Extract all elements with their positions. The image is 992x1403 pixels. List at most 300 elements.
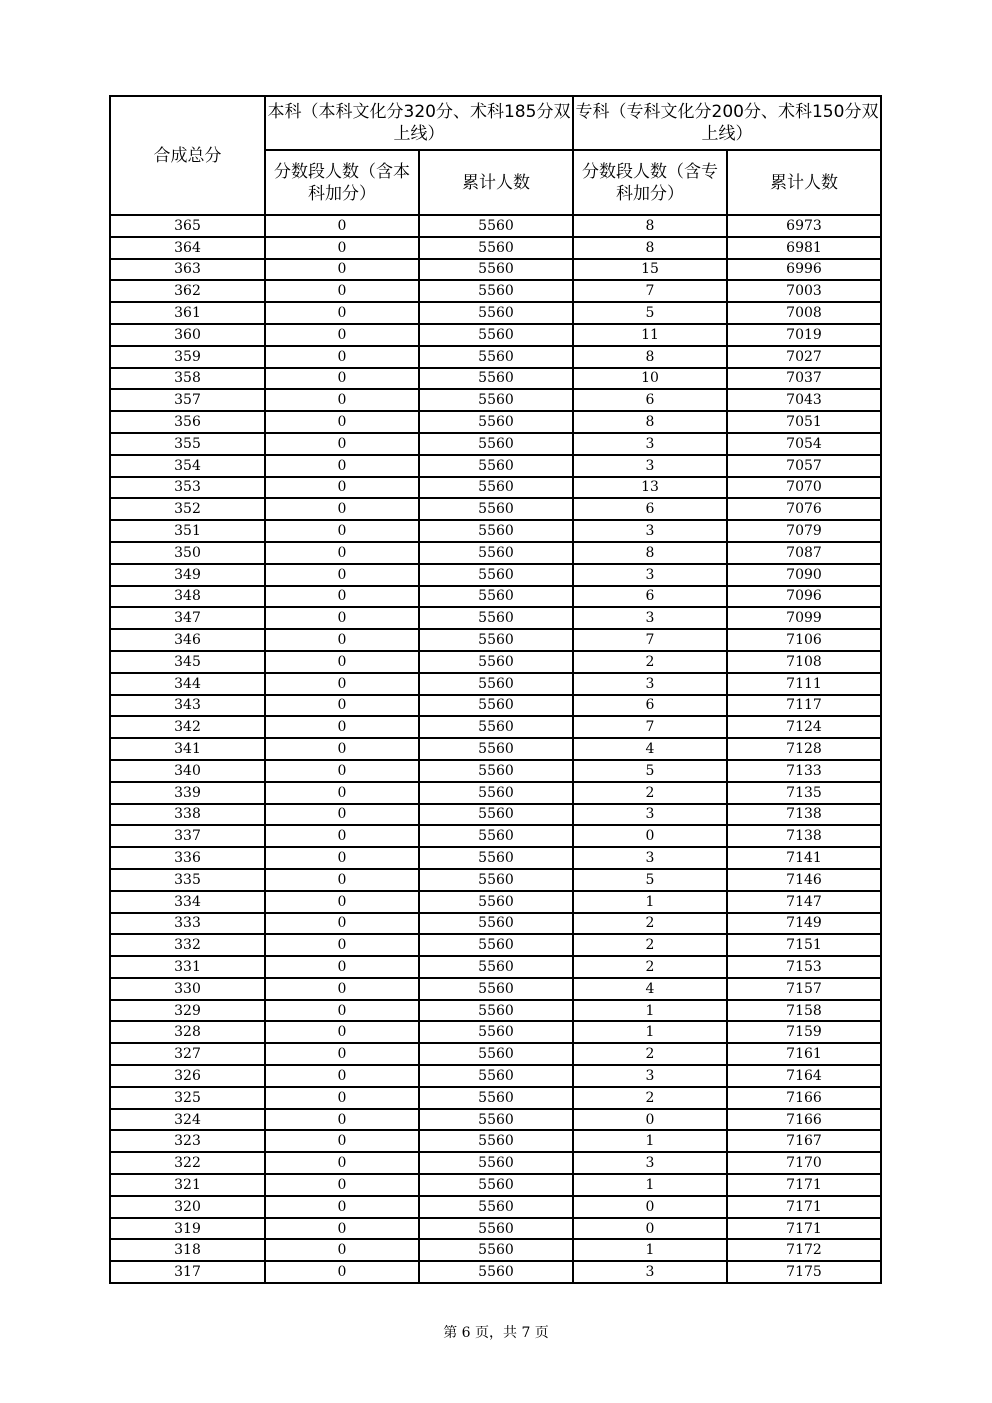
bachelor-count-cell: 0 xyxy=(265,956,419,978)
score-cell: 344 xyxy=(110,673,265,695)
associate-cumulative-cell: 7051 xyxy=(727,411,881,433)
associate-cumulative-cell: 7111 xyxy=(727,673,881,695)
associate-cumulative-cell: 7037 xyxy=(727,368,881,390)
associate-count-cell: 8 xyxy=(573,346,727,368)
score-cell: 327 xyxy=(110,1043,265,1065)
bachelor-cumulative-cell: 5560 xyxy=(419,738,573,760)
table-row xyxy=(110,804,881,826)
associate-cumulative-cell: 7135 xyxy=(727,782,881,804)
associate-count-cell: 7 xyxy=(573,629,727,651)
table-row xyxy=(110,564,881,586)
associate-cumulative-cell: 7054 xyxy=(727,433,881,455)
bachelor-count-cell: 0 xyxy=(265,651,419,673)
associate-count-cell: 2 xyxy=(573,1043,727,1065)
score-cell: 364 xyxy=(110,237,265,259)
bachelor-cumulative-cell: 5560 xyxy=(419,978,573,1000)
associate-cumulative-cell: 7170 xyxy=(727,1152,881,1174)
bachelor-count-cell: 0 xyxy=(265,237,419,259)
bachelor-cumulative-cell: 5560 xyxy=(419,1196,573,1218)
score-cell: 349 xyxy=(110,564,265,586)
bachelor-cumulative-cell: 5560 xyxy=(419,1261,573,1283)
bachelor-cumulative-cell: 5560 xyxy=(419,716,573,738)
associate-cumulative-cell: 7003 xyxy=(727,280,881,302)
bachelor-cumulative-cell: 5560 xyxy=(419,324,573,346)
score-cell: 365 xyxy=(110,215,265,237)
associate-cumulative-cell: 7027 xyxy=(727,346,881,368)
page-number: 第 6 页，共 7 页 xyxy=(443,1325,549,1341)
associate-cumulative-cell: 7138 xyxy=(727,804,881,826)
associate-cumulative-cell: 6996 xyxy=(727,259,881,281)
score-cell: 318 xyxy=(110,1239,265,1261)
score-cell: 342 xyxy=(110,716,265,738)
associate-cumulative-cell: 7070 xyxy=(727,477,881,499)
associate-cumulative-cell: 7141 xyxy=(727,847,881,869)
score-cell: 346 xyxy=(110,629,265,651)
associate-cumulative-cell: 7008 xyxy=(727,302,881,324)
table-row xyxy=(110,455,881,477)
bachelor-count-cell: 0 xyxy=(265,280,419,302)
bachelor-count-cell: 0 xyxy=(265,804,419,826)
table-row xyxy=(110,346,881,368)
score-cell: 337 xyxy=(110,825,265,847)
associate-count-cell: 3 xyxy=(573,673,727,695)
bachelor-count-cell: 0 xyxy=(265,760,419,782)
bachelor-cumulative-cell: 5560 xyxy=(419,607,573,629)
score-cell: 333 xyxy=(110,913,265,935)
bachelor-cumulative-cell: 5560 xyxy=(419,651,573,673)
bachelor-count-cell: 0 xyxy=(265,259,419,281)
associate-cumulative-cell: 7171 xyxy=(727,1174,881,1196)
associate-count-cell: 8 xyxy=(573,237,727,259)
score-cell: 345 xyxy=(110,651,265,673)
table-row xyxy=(110,760,881,782)
table-row xyxy=(110,1109,881,1131)
table-row xyxy=(110,433,881,455)
bachelor-count-cell: 0 xyxy=(265,934,419,956)
table-row xyxy=(110,1000,881,1022)
associate-cumulative-cell: 7171 xyxy=(727,1196,881,1218)
associate-count-cell: 2 xyxy=(573,934,727,956)
table-row xyxy=(110,978,881,1000)
table-row xyxy=(110,237,881,259)
associate-cumulative-cell: 7128 xyxy=(727,738,881,760)
table-row xyxy=(110,1065,881,1087)
bachelor-count-cell: 0 xyxy=(265,629,419,651)
score-cell: 343 xyxy=(110,695,265,717)
associate-cumulative-cell: 7171 xyxy=(727,1218,881,1240)
associate-count-cell: 7 xyxy=(573,716,727,738)
bachelor-count-cell: 0 xyxy=(265,1130,419,1152)
score-cell: 335 xyxy=(110,869,265,891)
associate-count-cell: 0 xyxy=(573,1218,727,1240)
bachelor-cumulative-cell: 5560 xyxy=(419,498,573,520)
associate-count-cell: 1 xyxy=(573,891,727,913)
associate-count-cell: 3 xyxy=(573,433,727,455)
associate-count-header: 分数段人数（含专科加分） xyxy=(573,150,727,215)
bachelor-cumulative-cell: 5560 xyxy=(419,1043,573,1065)
table-row xyxy=(110,259,881,281)
table-row xyxy=(110,629,881,651)
table-row xyxy=(110,782,881,804)
bachelor-count-cell: 0 xyxy=(265,433,419,455)
bachelor-count-cell: 0 xyxy=(265,1043,419,1065)
table-row xyxy=(110,825,881,847)
score-cell: 319 xyxy=(110,1218,265,1240)
score-cell: 348 xyxy=(110,586,265,608)
score-cell: 340 xyxy=(110,760,265,782)
bachelor-cumulative-cell: 5560 xyxy=(419,1130,573,1152)
bachelor-count-cell: 0 xyxy=(265,215,419,237)
bachelor-cumulative-cell: 5560 xyxy=(419,782,573,804)
bachelor-cumulative-cell: 5560 xyxy=(419,346,573,368)
bachelor-count-cell: 0 xyxy=(265,324,419,346)
associate-cumulative-cell: 7166 xyxy=(727,1109,881,1131)
score-cell: 338 xyxy=(110,804,265,826)
table-row xyxy=(110,716,881,738)
associate-cumulative-cell: 6981 xyxy=(727,237,881,259)
bachelor-count-cell: 0 xyxy=(265,411,419,433)
score-cell: 322 xyxy=(110,1152,265,1174)
bachelor-count-cell: 0 xyxy=(265,695,419,717)
bachelor-cumulative-header: 累计人数 xyxy=(419,150,573,215)
table-row xyxy=(110,934,881,956)
bachelor-count-cell: 0 xyxy=(265,825,419,847)
bachelor-cumulative-cell: 5560 xyxy=(419,542,573,564)
bachelor-cumulative-cell: 5560 xyxy=(419,629,573,651)
table-row xyxy=(110,673,881,695)
score-cell: 351 xyxy=(110,520,265,542)
bachelor-count-cell: 0 xyxy=(265,673,419,695)
table-row xyxy=(110,520,881,542)
bachelor-cumulative-cell: 5560 xyxy=(419,520,573,542)
associate-cumulative-cell: 7019 xyxy=(727,324,881,346)
bachelor-cumulative-cell: 5560 xyxy=(419,477,573,499)
table-row xyxy=(110,891,881,913)
bachelor-cumulative-cell: 5560 xyxy=(419,1218,573,1240)
associate-count-cell: 2 xyxy=(573,913,727,935)
score-cell: 317 xyxy=(110,1261,265,1283)
associate-count-cell: 10 xyxy=(573,368,727,390)
table-row xyxy=(110,1196,881,1218)
bachelor-count-cell: 0 xyxy=(265,368,419,390)
table-header xyxy=(110,96,881,215)
associate-count-cell: 3 xyxy=(573,455,727,477)
associate-count-cell: 3 xyxy=(573,847,727,869)
score-cell: 359 xyxy=(110,346,265,368)
table-row xyxy=(110,324,881,346)
score-cell: 353 xyxy=(110,477,265,499)
bachelor-cumulative-cell: 5560 xyxy=(419,695,573,717)
bachelor-count-cell: 0 xyxy=(265,869,419,891)
bachelor-count-cell: 0 xyxy=(265,1261,419,1283)
score-cell: 352 xyxy=(110,498,265,520)
bachelor-cumulative-cell: 5560 xyxy=(419,1109,573,1131)
score-cell: 332 xyxy=(110,934,265,956)
associate-cumulative-cell: 7159 xyxy=(727,1021,881,1043)
bachelor-count-cell: 0 xyxy=(265,1239,419,1261)
associate-cumulative-cell: 7166 xyxy=(727,1087,881,1109)
table-row xyxy=(110,1043,881,1065)
bachelor-count-cell: 0 xyxy=(265,520,419,542)
score-table xyxy=(109,95,882,1284)
associate-cumulative-cell: 7090 xyxy=(727,564,881,586)
table-row xyxy=(110,477,881,499)
table-row xyxy=(110,1174,881,1196)
bachelor-cumulative-cell: 5560 xyxy=(419,1021,573,1043)
associate-cumulative-cell: 7087 xyxy=(727,542,881,564)
associate-count-cell: 3 xyxy=(573,804,727,826)
associate-cumulative-cell: 7153 xyxy=(727,956,881,978)
bachelor-count-cell: 0 xyxy=(265,716,419,738)
score-cell: 320 xyxy=(110,1196,265,1218)
bachelor-count-cell: 0 xyxy=(265,389,419,411)
bachelor-count-cell: 0 xyxy=(265,302,419,324)
score-cell: 330 xyxy=(110,978,265,1000)
associate-count-cell: 3 xyxy=(573,1152,727,1174)
table-row xyxy=(110,542,881,564)
associate-cumulative-cell: 7164 xyxy=(727,1065,881,1087)
table-row xyxy=(110,847,881,869)
table-row xyxy=(110,869,881,891)
associate-count-cell: 1 xyxy=(573,1130,727,1152)
bachelor-cumulative-cell: 5560 xyxy=(419,237,573,259)
bachelor-count-cell: 0 xyxy=(265,542,419,564)
bachelor-cumulative-cell: 5560 xyxy=(419,869,573,891)
bachelor-count-cell: 0 xyxy=(265,1109,419,1131)
associate-cumulative-cell: 7149 xyxy=(727,913,881,935)
score-cell: 356 xyxy=(110,411,265,433)
bachelor-count-cell: 0 xyxy=(265,1152,419,1174)
associate-cumulative-cell: 7096 xyxy=(727,586,881,608)
bachelor-cumulative-cell: 5560 xyxy=(419,760,573,782)
associate-count-cell: 5 xyxy=(573,869,727,891)
associate-cumulative-cell: 7108 xyxy=(727,651,881,673)
associate-count-cell: 3 xyxy=(573,564,727,586)
associate-cumulative-cell: 7079 xyxy=(727,520,881,542)
associate-cumulative-cell: 7133 xyxy=(727,760,881,782)
associate-count-cell: 11 xyxy=(573,324,727,346)
score-cell: 360 xyxy=(110,324,265,346)
associate-count-cell: 0 xyxy=(573,825,727,847)
bachelor-cumulative-cell: 5560 xyxy=(419,455,573,477)
bachelor-cumulative-cell: 5560 xyxy=(419,1087,573,1109)
score-cell: 325 xyxy=(110,1087,265,1109)
associate-cumulative-cell: 7138 xyxy=(727,825,881,847)
bachelor-count-cell: 0 xyxy=(265,564,419,586)
associate-cumulative-cell: 7117 xyxy=(727,695,881,717)
associate-cumulative-cell: 7158 xyxy=(727,1000,881,1022)
associate-cumulative-cell: 7151 xyxy=(727,934,881,956)
score-cell: 355 xyxy=(110,433,265,455)
bachelor-count-cell: 0 xyxy=(265,847,419,869)
bachelor-cumulative-cell: 5560 xyxy=(419,302,573,324)
score-cell: 358 xyxy=(110,368,265,390)
score-cell: 321 xyxy=(110,1174,265,1196)
score-cell: 363 xyxy=(110,259,265,281)
score-cell: 357 xyxy=(110,389,265,411)
score-cell: 331 xyxy=(110,956,265,978)
bachelor-count-cell: 0 xyxy=(265,1196,419,1218)
bachelor-cumulative-cell: 5560 xyxy=(419,1239,573,1261)
associate-count-cell: 3 xyxy=(573,520,727,542)
bachelor-count-cell: 0 xyxy=(265,891,419,913)
bachelor-cumulative-cell: 5560 xyxy=(419,433,573,455)
table-row xyxy=(110,651,881,673)
associate-cumulative-cell: 7175 xyxy=(727,1261,881,1283)
associate-count-cell: 0 xyxy=(573,1196,727,1218)
table-row xyxy=(110,1130,881,1152)
score-cell: 347 xyxy=(110,607,265,629)
bachelor-cumulative-cell: 5560 xyxy=(419,586,573,608)
score-cell: 328 xyxy=(110,1021,265,1043)
associate-count-cell: 4 xyxy=(573,978,727,1000)
associate-cumulative-cell: 7106 xyxy=(727,629,881,651)
associate-count-cell: 1 xyxy=(573,1174,727,1196)
score-cell: 350 xyxy=(110,542,265,564)
associate-cumulative-cell: 7172 xyxy=(727,1239,881,1261)
associate-count-cell: 6 xyxy=(573,586,727,608)
table-body xyxy=(110,215,881,1283)
bachelor-count-cell: 0 xyxy=(265,1218,419,1240)
bachelor-count-cell: 0 xyxy=(265,1174,419,1196)
associate-count-cell: 3 xyxy=(573,1065,727,1087)
table-row xyxy=(110,1021,881,1043)
associate-count-cell: 3 xyxy=(573,607,727,629)
table-row xyxy=(110,215,881,237)
associate-cumulative-cell: 7043 xyxy=(727,389,881,411)
bachelor-count-cell: 0 xyxy=(265,1087,419,1109)
associate-cumulative-cell: 7124 xyxy=(727,716,881,738)
bachelor-cumulative-cell: 5560 xyxy=(419,259,573,281)
bachelor-cumulative-cell: 5560 xyxy=(419,389,573,411)
table-row xyxy=(110,1218,881,1240)
table-row xyxy=(110,1261,881,1283)
table-row xyxy=(110,498,881,520)
score-cell: 361 xyxy=(110,302,265,324)
associate-cumulative-cell: 7099 xyxy=(727,607,881,629)
bachelor-cumulative-cell: 5560 xyxy=(419,1065,573,1087)
associate-count-cell: 8 xyxy=(573,411,727,433)
score-cell: 334 xyxy=(110,891,265,913)
bachelor-cumulative-cell: 5560 xyxy=(419,1000,573,1022)
bachelor-count-cell: 0 xyxy=(265,1000,419,1022)
score-cell: 362 xyxy=(110,280,265,302)
associate-count-cell: 15 xyxy=(573,259,727,281)
bachelor-cumulative-cell: 5560 xyxy=(419,564,573,586)
associate-count-cell: 2 xyxy=(573,782,727,804)
score-column-header: 合成总分 xyxy=(110,96,265,215)
associate-count-cell: 2 xyxy=(573,651,727,673)
associate-cumulative-header: 累计人数 xyxy=(727,150,881,215)
associate-cumulative-cell: 7146 xyxy=(727,869,881,891)
associate-count-cell: 1 xyxy=(573,1239,727,1261)
associate-count-cell: 2 xyxy=(573,1087,727,1109)
associate-count-cell: 8 xyxy=(573,542,727,564)
associate-cumulative-cell: 7167 xyxy=(727,1130,881,1152)
associate-count-cell: 8 xyxy=(573,215,727,237)
associate-count-cell: 6 xyxy=(573,695,727,717)
bachelor-cumulative-cell: 5560 xyxy=(419,673,573,695)
table-row xyxy=(110,738,881,760)
associate-count-cell: 5 xyxy=(573,760,727,782)
associate-count-cell: 1 xyxy=(573,1021,727,1043)
table-row xyxy=(110,411,881,433)
table-row xyxy=(110,1087,881,1109)
bachelor-cumulative-cell: 5560 xyxy=(419,1152,573,1174)
bachelor-cumulative-cell: 5560 xyxy=(419,1174,573,1196)
table-row xyxy=(110,1152,881,1174)
bachelor-count-cell: 0 xyxy=(265,782,419,804)
bachelor-count-cell: 0 xyxy=(265,346,419,368)
bachelor-cumulative-cell: 5560 xyxy=(419,891,573,913)
associate-cumulative-cell: 7057 xyxy=(727,455,881,477)
bachelor-count-cell: 0 xyxy=(265,607,419,629)
bachelor-cumulative-cell: 5560 xyxy=(419,215,573,237)
bachelor-cumulative-cell: 5560 xyxy=(419,368,573,390)
associate-count-cell: 5 xyxy=(573,302,727,324)
table-row xyxy=(110,368,881,390)
table-row xyxy=(110,389,881,411)
table-row xyxy=(110,956,881,978)
associate-cumulative-cell: 7157 xyxy=(727,978,881,1000)
score-cell: 324 xyxy=(110,1109,265,1131)
bachelor-cumulative-cell: 5560 xyxy=(419,804,573,826)
bachelor-count-cell: 0 xyxy=(265,455,419,477)
bachelor-cumulative-cell: 5560 xyxy=(419,934,573,956)
associate-count-cell: 13 xyxy=(573,477,727,499)
associate-count-cell: 0 xyxy=(573,1109,727,1131)
bachelor-count-cell: 0 xyxy=(265,586,419,608)
table-row xyxy=(110,302,881,324)
score-cell: 323 xyxy=(110,1130,265,1152)
bachelor-group-header: 本科（本科文化分320分、术科185分双上线） xyxy=(265,96,573,150)
bachelor-count-cell: 0 xyxy=(265,913,419,935)
bachelor-cumulative-cell: 5560 xyxy=(419,280,573,302)
associate-count-cell: 1 xyxy=(573,1000,727,1022)
bachelor-count-header: 分数段人数（含本科加分） xyxy=(265,150,419,215)
associate-count-cell: 3 xyxy=(573,1261,727,1283)
table-row xyxy=(110,1239,881,1261)
score-cell: 339 xyxy=(110,782,265,804)
score-cell: 336 xyxy=(110,847,265,869)
associate-count-cell: 4 xyxy=(573,738,727,760)
bachelor-cumulative-cell: 5560 xyxy=(419,825,573,847)
associate-cumulative-cell: 7147 xyxy=(727,891,881,913)
bachelor-count-cell: 0 xyxy=(265,498,419,520)
associate-count-cell: 7 xyxy=(573,280,727,302)
associate-count-cell: 6 xyxy=(573,498,727,520)
table-row xyxy=(110,280,881,302)
bachelor-count-cell: 0 xyxy=(265,477,419,499)
bachelor-count-cell: 0 xyxy=(265,1021,419,1043)
associate-count-cell: 2 xyxy=(573,956,727,978)
associate-cumulative-cell: 7076 xyxy=(727,498,881,520)
bachelor-cumulative-cell: 5560 xyxy=(419,956,573,978)
score-cell: 326 xyxy=(110,1065,265,1087)
bachelor-count-cell: 0 xyxy=(265,1065,419,1087)
bachelor-count-cell: 0 xyxy=(265,978,419,1000)
bachelor-count-cell: 0 xyxy=(265,738,419,760)
associate-cumulative-cell: 7161 xyxy=(727,1043,881,1065)
table-row xyxy=(110,913,881,935)
bachelor-cumulative-cell: 5560 xyxy=(419,913,573,935)
score-cell: 341 xyxy=(110,738,265,760)
bachelor-cumulative-cell: 5560 xyxy=(419,411,573,433)
table-row xyxy=(110,586,881,608)
table-row xyxy=(110,607,881,629)
associate-count-cell: 6 xyxy=(573,389,727,411)
associate-cumulative-cell: 6973 xyxy=(727,215,881,237)
